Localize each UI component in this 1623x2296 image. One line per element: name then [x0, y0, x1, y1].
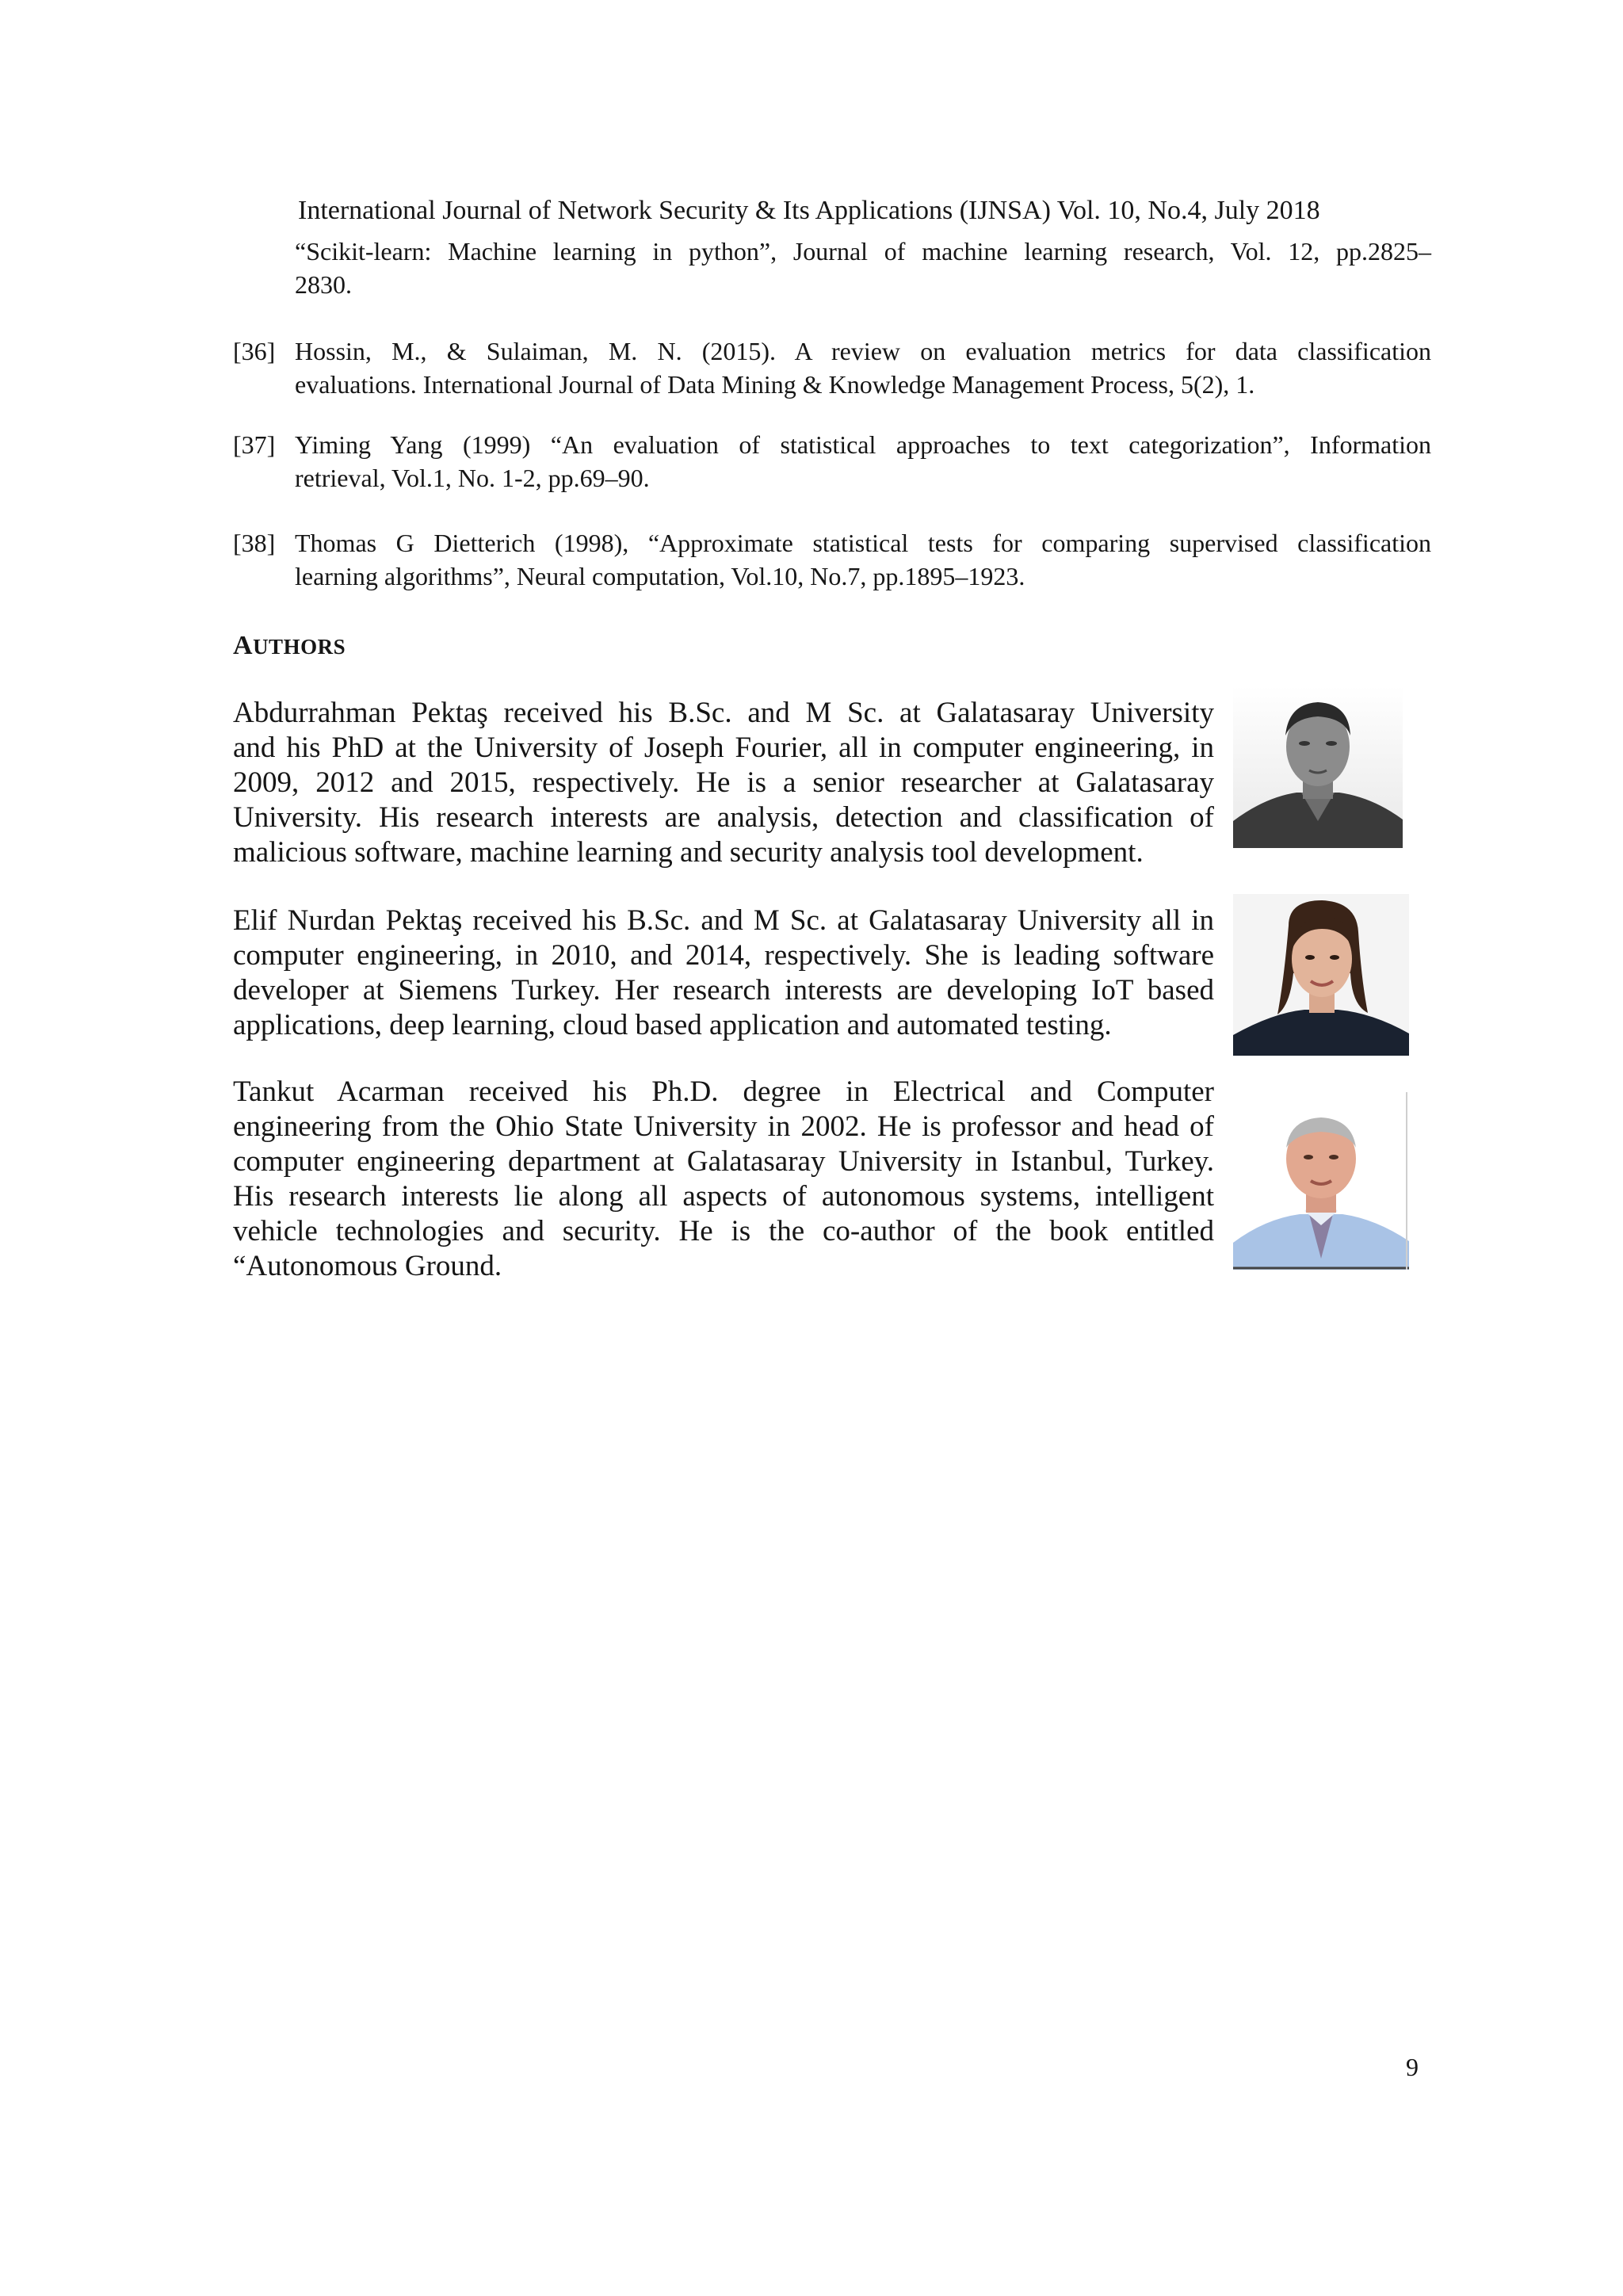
- author-3-portrait-image: [1233, 1092, 1409, 1270]
- author-bio-3: [233, 1075, 1214, 1284]
- page-number: 9: [1406, 2053, 1419, 2081]
- bio-line: malicious software, machine learning and security analysis tool development.: [233, 836, 1144, 869]
- bio-line: Abdurrahman Pektaş received his B.Sc. and M Sc. at Galatasaray University: [233, 697, 1214, 729]
- reference-number: [38]: [233, 529, 276, 557]
- author-bio-2: [233, 904, 1214, 1043]
- reference-line: Yiming Yang (1999) “An evaluation of statistical approaches to text categorization”, Information: [295, 430, 1431, 459]
- author-photo-2: [1233, 894, 1409, 1056]
- bio-line: computer engineering department at Galatasaray University in Istanbul, Turkey.: [233, 1145, 1214, 1178]
- reference-38: [233, 526, 1431, 593]
- author-bio-1: [233, 696, 1214, 870]
- bio-line: computer engineering, in 2010, and 2014, respectively. She is leading software: [233, 939, 1214, 972]
- reference-line: evaluations. International Journal of Data Mining & Knowledge Management Process, 5(2), 1.: [295, 370, 1255, 399]
- reference-line: retrieval, Vol.1, No. 1-2, pp.69–90.: [295, 464, 650, 492]
- bio-line: Tankut Acarman received his Ph.D. degree in Electrical and Computer: [233, 1075, 1214, 1108]
- journal-header: International Journal of Network Security & Its Applications (IJNSA) Vol. 10, No.4, July 2018: [298, 196, 1320, 225]
- author-photo-3: [1233, 1092, 1409, 1270]
- bio-line: “Autonomous Ground.: [233, 1250, 502, 1282]
- reference-number: [37]: [233, 430, 276, 459]
- author-1-portrait-image: [1233, 686, 1403, 848]
- bio-line: His research interests lie along all aspects of autonomous systems, intelligent: [233, 1180, 1214, 1213]
- reference-36: [233, 334, 1431, 401]
- reference-number: [36]: [233, 337, 276, 365]
- bio-line: vehicle technologies and security. He is the co-author of the book entitled: [233, 1215, 1214, 1247]
- reference-line: Thomas G Dietterich (1998), “Approximate statistical tests for comparing supervised classification: [295, 529, 1431, 557]
- bio-line: applications, deep learning, cloud based application and automated testing.: [233, 1009, 1112, 1041]
- bio-line: Elif Nurdan Pektaş received his B.Sc. and M Sc. at Galatasaray University all in: [233, 904, 1214, 937]
- bio-line: developer at Siemens Turkey. Her research interests are developing IoT based: [233, 974, 1214, 1007]
- section-title-authors: AUTHORS: [233, 631, 346, 660]
- reference-line: Hossin, M., & Sulaiman, M. N. (2015). A review on evaluation metrics for data classification: [295, 337, 1431, 365]
- reference-line: learning algorithms”, Neural computation, Vol.10, No.7, pp.1895–1923.: [295, 562, 1025, 590]
- author-2-portrait-image: [1233, 894, 1409, 1056]
- reference-37: [233, 428, 1431, 495]
- bio-line: 2009, 2012 and 2015, respectively. He is a senior researcher at Galatasaray: [233, 766, 1214, 799]
- reference-line: “Scikit-learn: Machine learning in python”, Journal of machine learning research, Vol. 12, pp.2825–: [295, 237, 1431, 266]
- reference-continuation: [295, 235, 1431, 301]
- bio-line: engineering from the Ohio State University in 2002. He is professor and head of: [233, 1110, 1214, 1143]
- bio-line: and his PhD at the University of Joseph Fourier, all in computer engineering, in: [233, 732, 1214, 764]
- author-photo-1: [1233, 686, 1403, 848]
- reference-line: 2830.: [295, 270, 352, 299]
- bio-line: University. His research interests are analysis, detection and classification of: [233, 801, 1214, 834]
